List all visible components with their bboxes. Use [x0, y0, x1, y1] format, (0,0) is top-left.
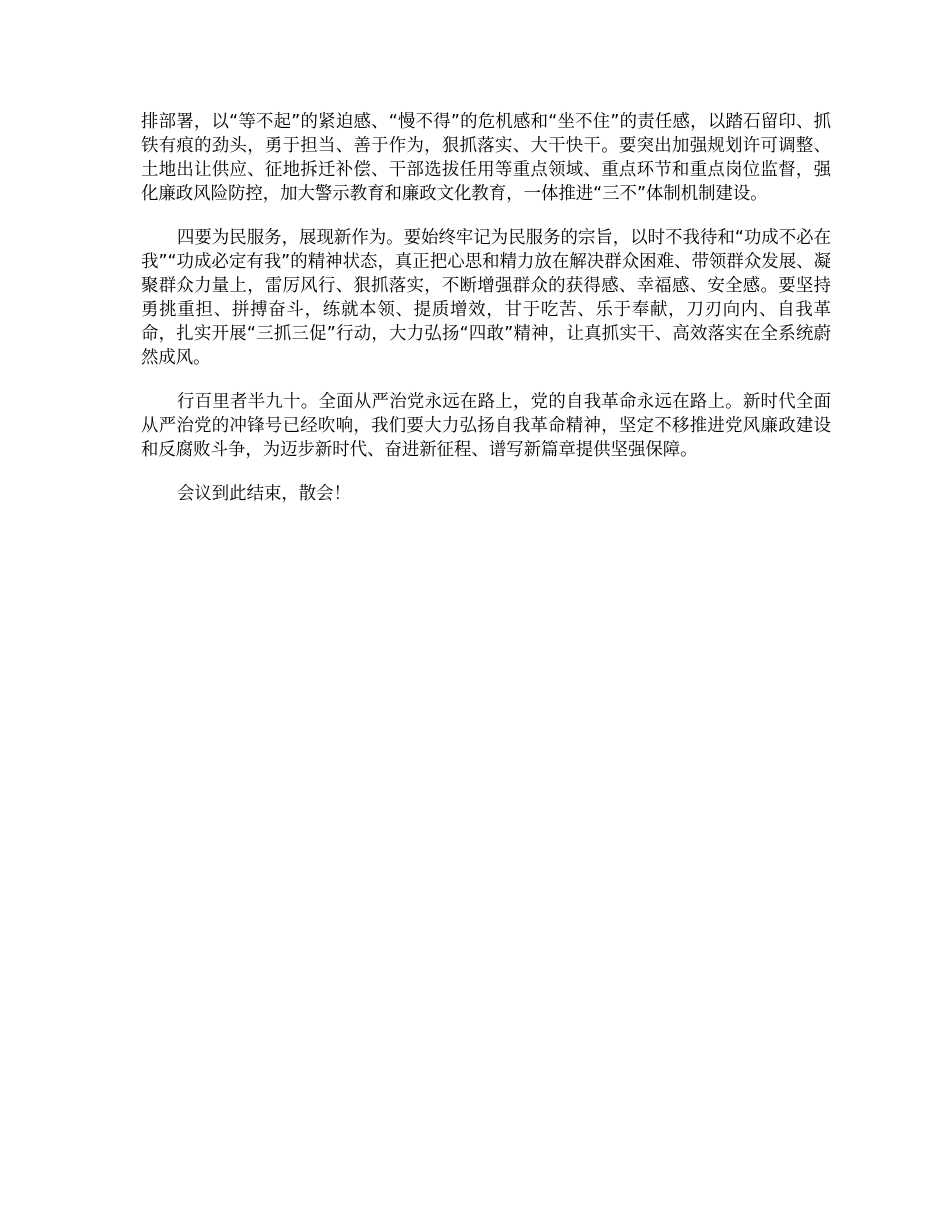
paragraph-conclusion: 行百里者半九十。全面从严治党永远在路上，党的自我革命永远在路上。新时代全面从严治党的冲锋号已经吹响，我们要大力弘扬自我革命精神，坚定不移推进党风廉政建设和反腐败斗争，为迈步新时代、奋进新征程、谱写新篇章提供坚强保障。 — [141, 392, 831, 460]
paragraph-serve-people: 四要为民服务，展现新作为。要始终牢记为民服务的宗旨，以时不我待和“功成不必在我”“功成必定有我”的精神状态，真正把心思和精力放在解决群众困难、带领群众发展、凝聚群众力量上，雷厉风行、狠抓落实，不断增强群众的获得感、幸福感、安全感。要坚持勇挑重担、拼搏奋斗，练就本领、提质增效，甘于吃苦、乐于奉献，刀刃向内、自我革命，扎实开展“三抓三促”行动，大力弘扬“四敢”精神，让真抓实干、高效落实在全系统蔚然成风。 — [141, 228, 831, 368]
document-body — [141, 110, 831, 526]
paragraph-closing-remark: 会议到此结束，散会！ — [177, 484, 351, 504]
paragraph-continued: 排部署，以“等不起”的紧迫感、“慢不得”的危机感和“坐不住”的责任感，以踏石留印、抓铁有痕的劲头，勇于担当、善于作为，狠抓落实、大干快干。要突出加强规划许可调整、土地出让供应、征地拆迁补偿、干部选拔任用等重点领域、重点环节和重点岗位监督，强化廉政风险防控，加大警示教育和廉政文化教育，一体推进“三不”体制机制建设。 — [141, 112, 831, 204]
